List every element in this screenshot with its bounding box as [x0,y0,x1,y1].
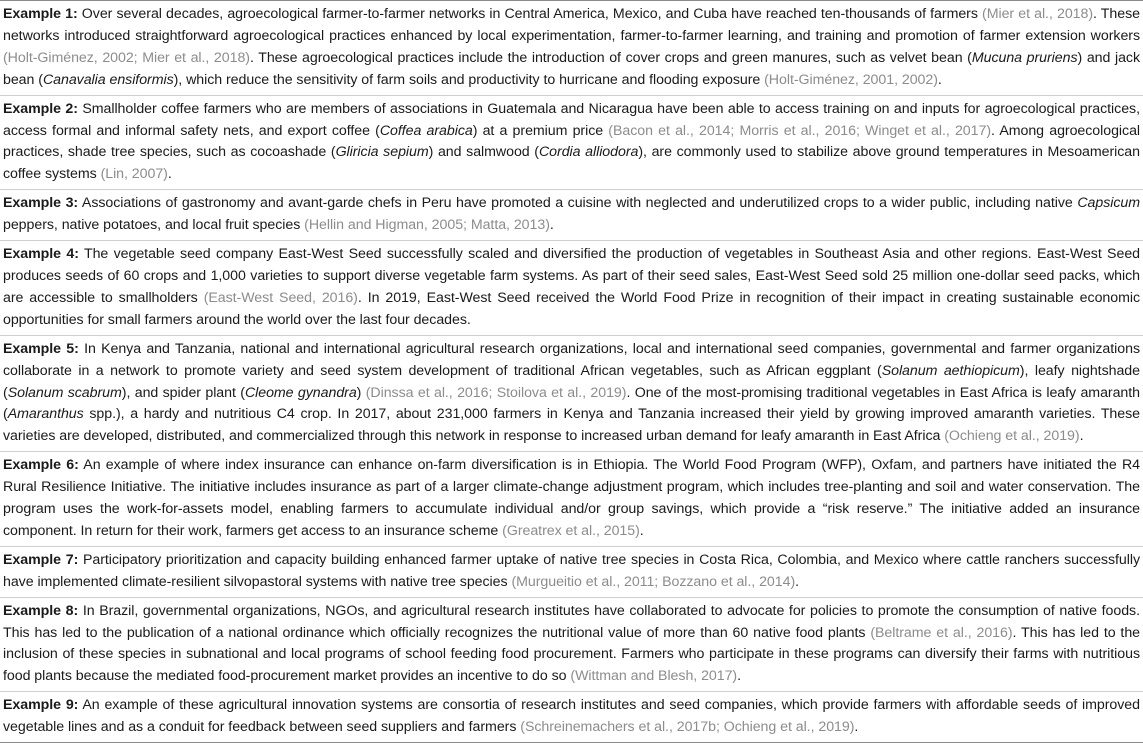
citation-link[interactable]: (Beltrame et al., 2016) [870,624,1013,641]
example-text: . [854,719,859,736]
example-label: Example 7: [3,551,79,568]
citation-link[interactable]: (Holt-Giménez, 2001, 2002) [764,71,938,88]
example-text: . [737,668,742,685]
example-text: . One of the most-promising traditional vegetables in East Africa is leafy amaranth ( [3,384,1140,423]
example-text: Over several decades, agroecological farmer-to-farmer networks in Central America, Mexico, and Cuba have reached ten-thousands of farmers [77,6,983,22]
citation-link[interactable]: (Holt-Giménez, 2002; Mier et al., 2018) [3,49,250,66]
example-row [0,547,1143,598]
example-label: Example 6: [3,457,79,474]
example-row [0,1,1143,96]
citation-link[interactable]: (Greatrex et al., 2015) [502,522,640,539]
example-text: ), leafy nightshade ( [3,362,1140,401]
example-label: Example 2: [3,100,78,117]
example-row [0,598,1143,693]
example-text: . [167,166,172,183]
example-text: ) at a premium price [472,122,609,139]
example-text: . These networks introduced straightforward agroecological practices enhanced by local experimentation, farmer-to-farmer learning, and training and promotion of farmer extension workers [3,6,1140,44]
example-row [0,452,1143,547]
example-text: ) and jack bean ( [3,49,1140,88]
example-text: . [1079,428,1084,445]
citation-link[interactable]: (Hellin and Higman, 2005; Matta, 2013) [304,217,550,234]
example-text: . [937,71,942,88]
citation-link[interactable]: (Bacon et al., 2014; Morris et al., 2016; Winget et al., 2017) [608,122,992,139]
scientific-name: Solanum scabrum [7,384,122,401]
example-row [0,692,1143,743]
example-text: . In 2019, East-West Seed received the World Food Prize in recognition of their impact in creating sustainable economic opportunities for small farmers around the world over the last four decades. [3,289,1141,328]
citation-link[interactable]: (Schreinemachers et al., 2017b; Ochieng et al., 2019) [520,719,855,736]
scientific-name: Solanum aethiopicum [881,362,1020,379]
example-text: Participatory prioritization and capacity building enhanced farmer uptake of native tree species in Costa Rica, Colombia, and Mexico where cattle ranchers successfully have implemented climate-resilient silvopastoral systems with native tree species [3,551,1140,590]
example-text: . Among agroecological practices, shade tree species, such as cocoashade ( [3,122,1141,161]
citation-link[interactable]: (Murgueitio et al., 2011; Bozzano et al., 2014) [511,573,796,590]
citation-link[interactable]: (Lin, 2007) [100,166,168,183]
scientific-name: Capsicum [1077,195,1140,212]
scientific-name: Mucuna pruriens [971,49,1078,66]
example-text: spp.), a hardy and nutritious C4 crop. In 2017, about 231,000 farmers in Kenya and Tanzania increased their yield by growing improved amaranth varieties. These varieties are developed, distributed, and commercialized through this network in response to increased urban demand for leafy amaranth in East Africa [3,406,1140,445]
scientific-name: Amaranthus [7,406,84,423]
example-text: ), and spider plant ( [121,384,245,401]
example-text: . [795,573,800,590]
example-text: In Kenya and Tanzania, national and international agricultural research organizations, local and international seed companies, governmental and farmer organizations collaborate in a network to promote variety and seed system development of traditional African vegetables, such as African eggplant ( [3,340,1140,379]
scientific-name: Cleome gynandra [244,384,357,401]
example-label: Example 1: [3,6,78,22]
citation-link[interactable]: (Wittman and Blesh, 2017) [570,668,738,685]
scientific-name: Cordia alliodora [538,144,639,161]
example-row [0,336,1143,453]
example-text: . [639,522,644,539]
citation-link[interactable]: (Ochieng et al., 2019) [944,428,1080,445]
example-text: . [549,217,554,234]
example-text: ), which reduce the sensitivity of farm soils and productivity to hurricane and flooding exposure [173,71,765,88]
scientific-name: Coffea arabica [379,122,473,139]
example-text: ), are commonly used to stabilize above ground temperatures in Mesoamerican coffee systems [3,144,1140,183]
example-row [0,96,1143,191]
example-label: Example 3: [3,195,79,212]
scientific-name: Canavalia ensiformis [42,71,174,88]
example-text: Smallholder coffee farmers who are members of associations in Guatemala and Nicaragua have been able to access training on and inputs for agroecological practices, access formal and informal safety nets, and export coffee ( [3,100,1140,139]
example-text: . This has led to the inclusion of these species in subnational and local programs of school feeding food procurement. Farmers who participate in these programs can diversify their farms with nutritious food plants because the mediated food-procurement market provides an incentive to do so [3,624,1141,685]
scientific-name: Gliricia sepium [335,144,429,161]
example-text: Associations of gastronomy and avant-garde chefs in Peru have promoted a cuisine with neglected and underutilized crops to a wider public, including native [78,195,1078,212]
example-label: Example 4: [3,246,79,263]
example-row [0,241,1143,336]
example-label: Example 5: [3,340,79,357]
example-label: Example 9: [3,697,79,714]
example-text: ) and salmwood ( [428,144,539,161]
example-text: An example of these agricultural innovation systems are consortia of research institutes and seed companies, which provide farmers with affordable seeds of improved vegetable lines and as a conduit for feedback between seed suppliers and farmers [3,697,1140,736]
example-label: Example 8: [3,602,79,619]
citation-link[interactable]: (Dinssa et al., 2016; Stoilova et al., 2019) [365,384,627,401]
example-text: ) [356,384,366,401]
example-text: An example of where index insurance can enhance on-farm diversification is in Ethiopia. The World Food Program (WFP), Oxfam, and partners have initiated the R4 Rural Resilience Initiative. The initiative includes insurance as part of a larger climate-change adjustment program, which includes tree-planting and soil and water conservation. The program uses the work-for-assets model, enabling farmers to accumulate individual and/or group savings, which provide a “risk reserve.” The initiative added an insurance component. In return for their work, farmers get access to an insurance scheme [3,457,1140,539]
example-text: . These agroecological practices include the introduction of cover crops and green manures, such as velvet bean ( [249,49,972,66]
example-text: peppers, native potatoes, and local fruit species [3,217,305,234]
example-row [0,190,1143,241]
example-text: In Brazil, governmental organizations, NGOs, and agricultural research institutes have collaborated to advocate for policies to promote the consumption of native foods. This has led to the publication of a national ordinance which officially recognizes the nutritional value of more than 60 native food plants [3,602,1140,641]
citation-link[interactable]: (East-West Seed, 2016) [203,289,358,306]
example-text: The vegetable seed company East-West Seed successfully scaled and diversified the production of vegetables in Southeast Asia and other regions. East-West Seed produces seeds of 60 crops and 1,000 varieties to support diverse vegetable farm systems. As part of their seed sales, East-West Seed sold 25 million one-dollar seed packs, which are accessible to smallholders [3,246,1140,306]
citation-link[interactable]: (Mier et al., 2018) [982,6,1094,22]
